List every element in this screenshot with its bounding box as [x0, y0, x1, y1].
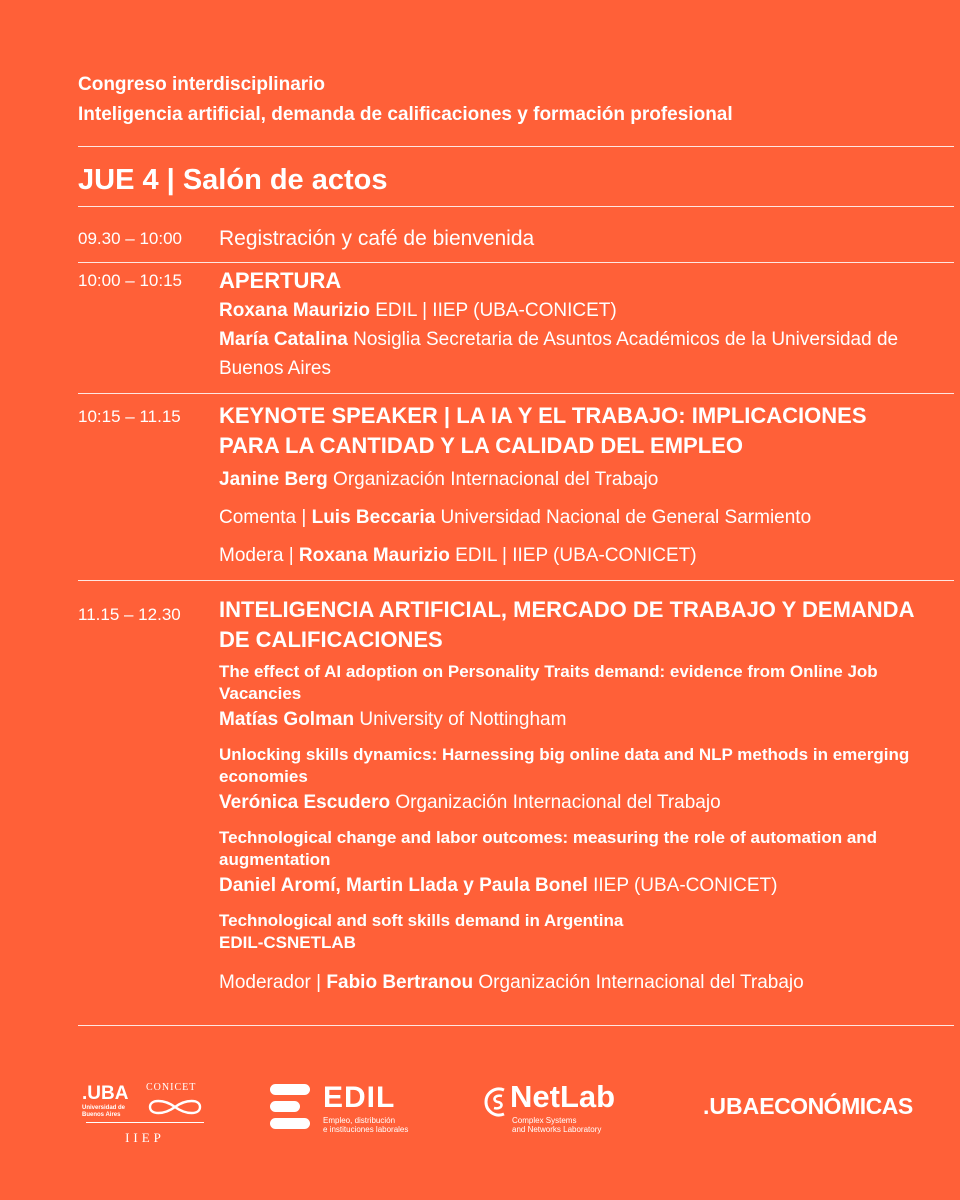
conicet-wordmark: CONICET [146, 1082, 197, 1093]
speaker-line [219, 465, 939, 494]
edil-sub-line: e instituciones laborales [323, 1125, 409, 1134]
divider [78, 206, 954, 207]
session-text: Registración y café de bienvenida [219, 227, 535, 250]
speaker-line [219, 325, 919, 383]
speaker-name: María Catalina [219, 329, 348, 350]
netlab-logo [484, 1079, 654, 1142]
speaker-affiliation: Organización Internacional del Trabajo [390, 792, 721, 813]
session-title: APERTURA [219, 268, 342, 293]
comenta-line [219, 503, 939, 532]
uba-sub [82, 1105, 125, 1119]
session-time: 11.15 – 12.30 [78, 605, 181, 624]
netlab-cs-icon [484, 1084, 510, 1122]
role-label: Moderador | [219, 972, 327, 993]
speaker-name: Roxana Maurizio [298, 545, 450, 566]
netlab-sub-line: Complex Systems [512, 1116, 577, 1125]
session-time: 09.30 – 10:00 [78, 229, 182, 248]
talk-speaker [219, 788, 939, 817]
moderador-line [219, 968, 939, 997]
session-title: INTELIGENCIA ARTIFICIAL, MERCADO DE TRABAJO Y DEMANDA DE CALIFICACIONES [219, 597, 914, 652]
edil-sub [323, 1116, 408, 1134]
divider [78, 393, 954, 394]
session-time: 10:00 – 10:15 [78, 271, 182, 290]
speaker-affiliation: EDIL | IIEP (UBA-CONICET) [369, 300, 617, 321]
uba-wordmark: .UBA [82, 1083, 129, 1104]
talk-title: Technological change and labor outcomes: measuring the role of automation and augmentation [219, 828, 878, 869]
day-heading: JUE 4 | Salón de actos [78, 164, 388, 196]
speaker-affiliation: Organización Internacional del Trabajo [473, 972, 804, 993]
divider [78, 262, 954, 263]
speaker-affiliation: Organización Internacional del Trabajo [327, 469, 659, 490]
talk-item [219, 827, 939, 900]
conicet-infinity-icon [146, 1096, 204, 1118]
logo-divider [86, 1122, 204, 1123]
speaker-name: Fabio Bertranou [326, 972, 474, 993]
uba-eco-part2: ECONÓMICAS [759, 1093, 913, 1119]
talk-title: The effect of AI adoption on Personality Traits demand: evidence from Online Job Vacancies [219, 662, 878, 703]
speaker-affiliation: IIEP (UBA-CONICET) [587, 875, 778, 896]
uba-economicas-logo [703, 1092, 913, 1120]
talk-speaker [219, 871, 939, 900]
talk-item [219, 661, 939, 734]
session-panel [219, 595, 939, 997]
speaker-name: Daniel Aromí, Martin Llada y Paula Bonel [219, 875, 588, 896]
divider [78, 1025, 954, 1026]
speaker-name: Luis Beccaria [311, 507, 436, 528]
iiep-wordmark: IIEP [125, 1130, 165, 1145]
talk-item [219, 744, 939, 817]
edil-sub-line: Empleo, distribución [323, 1116, 396, 1125]
session-time: 10:15 – 11.15 [78, 407, 181, 426]
uba-sub-line: Universidad de [82, 1105, 126, 1111]
role-label: Modera | [219, 545, 299, 566]
modera-line [219, 541, 939, 570]
talk-title: Technological and soft skills demand in Argentina [219, 911, 624, 930]
netlab-sub [512, 1116, 601, 1134]
uba-conicet-iiep-logo [82, 1078, 212, 1148]
uba-eco-part1: .UBA [703, 1093, 760, 1119]
divider [78, 146, 954, 147]
talk-item [219, 910, 939, 954]
edil-e-icon [270, 1084, 314, 1130]
talk-title: Unlocking skills dynamics: Harnessing big online data and NLP methods in emerging economies [219, 745, 910, 786]
divider [78, 580, 954, 581]
speaker-line [219, 296, 939, 325]
session-apertura [219, 266, 939, 383]
session-title: KEYNOTE SPEAKER | LA IA Y EL TRABAJO: IMPLICACIONES PARA LA CANTIDAD Y LA CALIDAD DEL EMPLEO [219, 403, 867, 458]
speaker-name: Janine Berg [219, 469, 328, 490]
netlab-sub-line: and Networks Laboratory [512, 1125, 602, 1134]
uba-sub-line: Buenos Aires [82, 1112, 121, 1118]
event-header [78, 70, 733, 130]
speaker-name: Verónica Escudero [219, 792, 391, 813]
session-keynote [219, 401, 939, 570]
speaker-affiliation: EDIL | IIEP (UBA-CONICET) [449, 545, 697, 566]
speaker-affiliation: University of Nottingham [354, 709, 567, 730]
event-title: Inteligencia artificial, demanda de calificaciones y formación profesional [78, 104, 733, 125]
talk-speaker: EDIL-CSNETLAB [219, 933, 356, 952]
speaker-name: Roxana Maurizio [219, 300, 370, 321]
speaker-name: Matías Golman [219, 709, 355, 730]
sponsor-logos [0, 1078, 960, 1158]
edil-wordmark: EDIL [323, 1081, 396, 1114]
talk-speaker [219, 705, 939, 734]
edil-logo [270, 1081, 430, 1144]
event-subtitle: Congreso interdisciplinario [78, 74, 326, 95]
role-label: Comenta | [219, 507, 312, 528]
speaker-affiliation: Nosiglia Secretaria de Asuntos Académicos de la Universidad de Buenos Aires [219, 329, 899, 379]
speaker-affiliation: Universidad Nacional de General Sarmiento [435, 507, 812, 528]
netlab-wordmark: NetLab [510, 1079, 616, 1114]
